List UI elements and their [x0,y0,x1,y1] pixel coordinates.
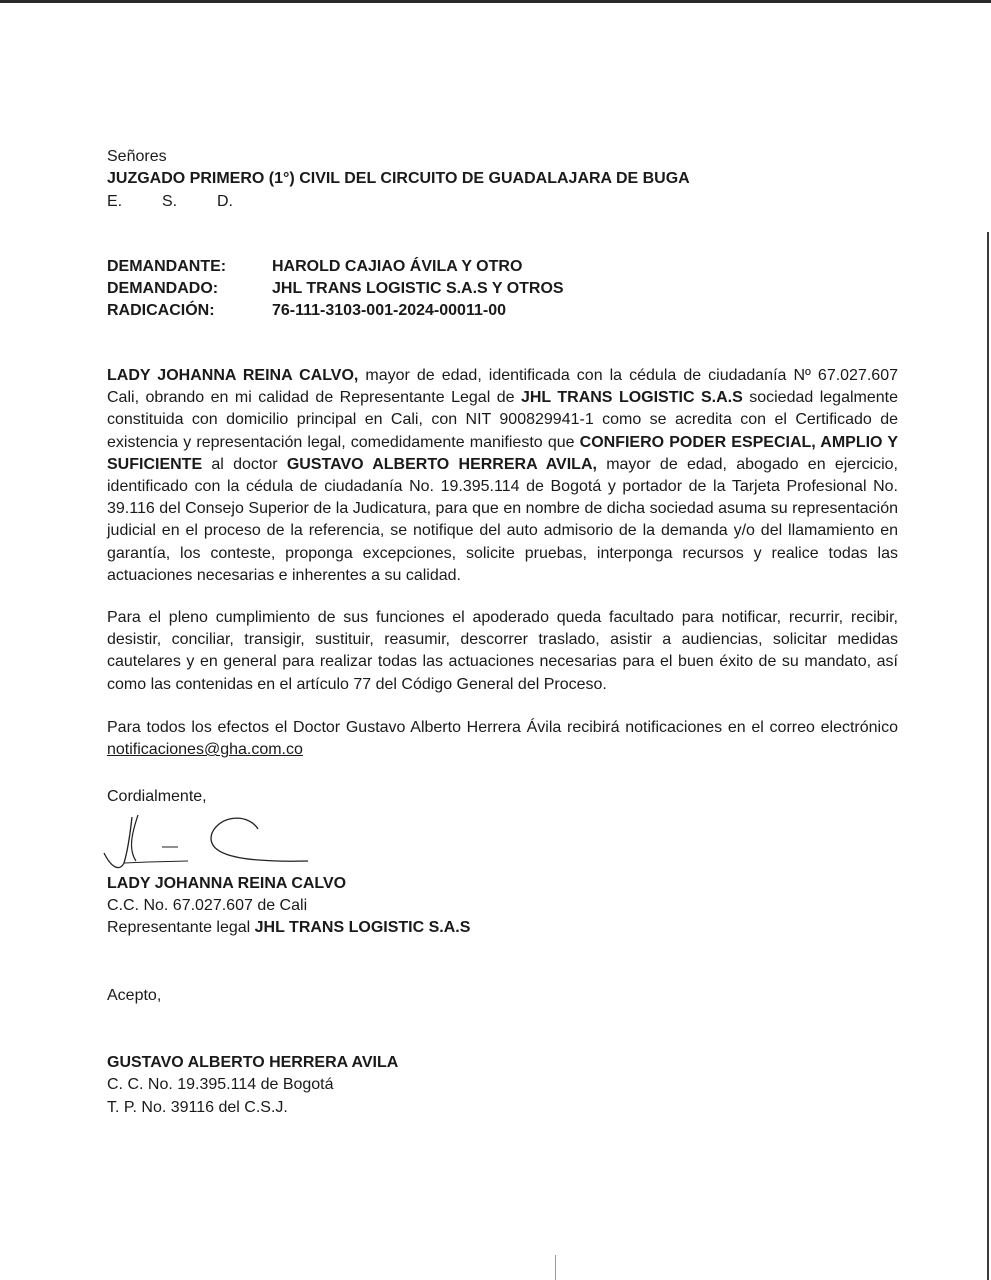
case-label: DEMANDANTE: [107,258,227,275]
email-link[interactable]: notificaciones@gha.com.co [107,741,303,759]
esd-line [107,191,272,213]
acceptor-id: C. C. No. 19.395.114 de Bogotá [107,1076,334,1093]
scan-border-right [987,232,989,1280]
case-row-demandante [107,256,564,278]
lawyer-name: GUSTAVO ALBERTO HERRERA AVILA, [286,455,597,473]
case-row-radicacion [107,300,564,322]
faculties-paragraph: Para el pleno cumplimiento de sus funciones el apoderado queda facultado para notificar, recurrir, recibir, desistir, conciliar, transigir, sustituir, reasumir, descorrer traslado, asistir a audiencias, solicitar medidas cautelares y en general para realizar todas las actuaciones necesarias para el buen éxito de su mandato, así como las contenidas en el artículo 77 del Código General del Proceso. [107,609,898,693]
paragraph-text: mayor de edad, identificada con la cédula de ciudadanía Nº 67.027.607 Cali, obrando en mi calidad de Representante Legal de [107,367,898,407]
acceptor-name: GUSTAVO ALBERTO HERRERA AVILA [107,1054,399,1071]
role-prefix: Representante legal [107,919,255,936]
role-company: JHL TRANS LOGISTIC S.A.S [254,919,471,936]
paragraph-text: al doctor [202,455,287,473]
case-label: RADICACIÓN: [107,302,215,319]
paragraph-text: Para todos los efectos el Doctor Gustavo Alberto Herrera Ávila recibirá notificaciones en el correo electrónico [107,719,898,736]
case-reference-table [107,256,564,322]
notifications-paragraph [107,717,898,761]
power-of-attorney-paragraph [107,365,898,587]
esd-d: D. [217,193,233,210]
closing: Cordialmente, [107,788,207,805]
case-value: HAROLD CAJIAO ÁVILA Y OTRO [272,258,523,275]
court-name: JUZGADO PRIMERO (1°) CIVIL DEL CIRCUITO DE GUADALAJARA DE BUGA [107,170,690,187]
case-value: JHL TRANS LOGISTIC S.A.S Y OTROS [272,280,564,297]
paragraph-text: sociedad legalmente constituida con domicilio principal en Cali, con NIT 900829941-1 como se acredita con el Certificado de existencia y representación legal, comedidamente manifiesto que [107,389,898,451]
signer-name: LADY JOHANNA REINA CALVO [107,875,347,892]
grantor-name: LADY JOHANNA REINA CALVO, [107,367,359,384]
case-label: DEMANDADO: [107,280,219,297]
scan-mark [555,1255,556,1280]
esd-e: E. [107,193,123,210]
case-value: 76-111-3103-001-2024-00011-00 [272,302,506,319]
salutation: Señores [107,148,167,165]
acceptor-tp: T. P. No. 39116 del C.S.J. [107,1099,288,1116]
grant-phrase: CONFIERO PODER ESPECIAL, AMPLIO Y SUFICIENTE [107,433,899,473]
case-row-demandado [107,278,564,300]
company-name: JHL TRANS LOGISTIC S.A.S [520,389,743,407]
scan-border-top [0,0,991,3]
esd-s: S. [162,193,178,210]
signer-role [107,917,470,939]
acceptance-label: Acepto, [107,987,162,1004]
signer-id: C.C. No. 67.027.607 de Cali [107,897,308,914]
handwritten-signature [98,805,308,875]
paragraph-text: mayor de edad, abogado en ejercicio, identificado con la cédula de ciudadanía No. 19.395.114 de Bogotá y portador de la Tarjeta Profesional No. 39.116 del Consejo Superior de la Judicatura, para que en nombre de dicha sociedad asuma su representación judicial en el proceso de la referencia, se notifique del auto admisorio de la demanda y/o del llamamiento en garantía, los conteste, proponga excepciones, solicite pruebas, interponga recursos y realice todas las actuaciones necesarias e inherentes a su calidad. [107,455,898,584]
